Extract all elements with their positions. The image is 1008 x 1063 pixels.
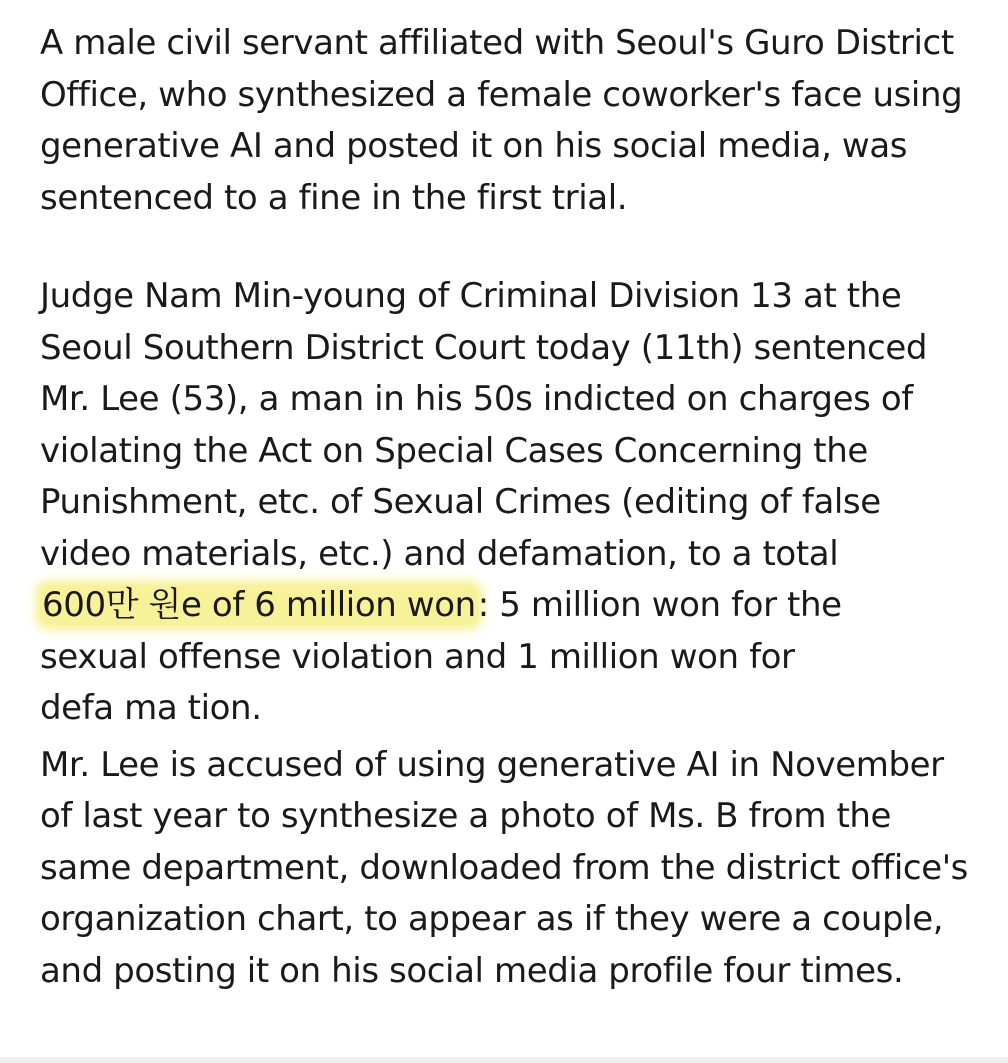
bottom-divider — [0, 1057, 1008, 1063]
text-line: sentenced to a fine in the first trial. — [40, 177, 628, 218]
highlighted-line — [40, 580, 990, 632]
text-line: and posting it on his social media profile four times. — [40, 950, 904, 991]
text-line: violating the Act on Special Cases Concerning the — [40, 430, 868, 471]
highlighted-fine-amount: 600만 원e of 6 million won — [42, 585, 476, 625]
article-body — [40, 18, 990, 997]
fine-breakdown-text: : 5 million won for the — [477, 585, 842, 625]
text-line: of last year to synthesize a photo of Ms. B from the — [40, 796, 892, 836]
paragraph-accusation — [40, 740, 990, 998]
text-line: sexual offense violation and 1 million won for — [40, 636, 795, 677]
text-line: defa ma tion. — [40, 688, 262, 728]
text-line: Punishment, etc. of Sexual Crimes (editing of false — [40, 482, 881, 522]
text-line: Mr. Lee is accused of using generative AI in November — [40, 744, 944, 785]
text-line: generative AI and posted it on his social media, was — [40, 126, 908, 166]
paragraph-intro — [40, 18, 990, 224]
text-line: organization chart, to appear as if they were a couple, — [40, 899, 944, 939]
text-line: A male civil servant affiliated with Seoul's Guro District — [40, 23, 954, 63]
paragraph-spacer — [40, 224, 990, 271]
text-line: video materials, etc.) and defamation, to a total — [40, 533, 839, 574]
text-line: Judge Nam Min-young of Criminal Division 13 at the — [40, 276, 902, 316]
paragraph-sentence — [40, 271, 990, 735]
text-line: Mr. Lee (53), a man in his 50s indicted on charges of — [40, 379, 913, 419]
text-line: same department, downloaded from the district office's — [40, 847, 968, 888]
text-line: Seoul Southern District Court today (11th) sentenced — [40, 327, 928, 368]
text-line: Office, who synthesized a female coworker's face using — [40, 74, 963, 115]
